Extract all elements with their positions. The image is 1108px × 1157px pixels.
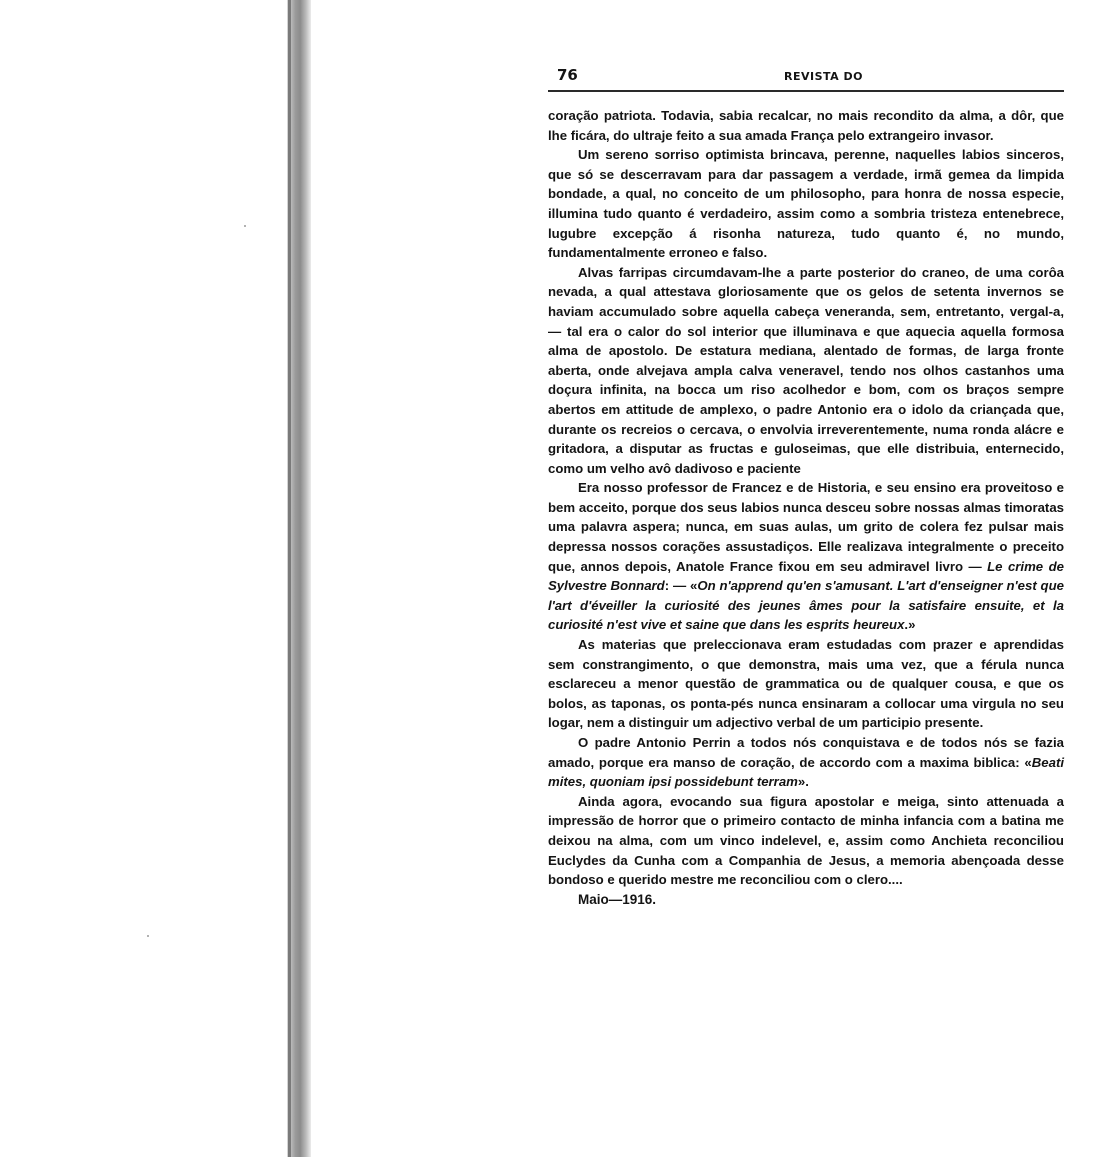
scan-speck <box>147 935 149 937</box>
paragraph-2: Um sereno sorriso optimista brincava, perenne, naquelles labios sinceros, que só se descerravam para dar passagem a verdade, irmã gemea da limpida bondade, a qual, no conceito de um philosopho, para honra de nossa especie, illumina tudo quanto é verdadeiro, assim como a sombria tristeza entenebrece, lugubre excepção á risonha natureza, tudo quanto é, no mundo, fundamentalmente erroneo e falso. <box>548 147 1064 261</box>
french-quotation: On n'apprend qu'en s'amusant. L'art d'enseigner n'est que l'art d'éveiller la curiosité des jeunes âmes pour la satisfaire ensuite, et la curiosité n'est vive et saine que dans les esprits heureux <box>548 578 1064 633</box>
book-title: Le crime de Sylvestre Bonnard <box>548 558 1064 594</box>
latin-quotation: Beati mites, quoniam ipsi possidebunt terram <box>548 754 1064 790</box>
paragraph-1: coração patriota. Todavia, sabia recalcar, no mais recondito da alma, a dôr, que lhe ficára, do ultraje feito a sua amada França pelo extrangeiro invasor. <box>548 108 1064 143</box>
running-head: REVISTA DO <box>784 70 863 83</box>
paragraph-3: Alvas farripas circumdavam-lhe a parte posterior do craneo, de uma corôa nevada, a qual attestava gloriosamente que os gelos de setenta invernos se haviam accumulado sobre aquella cabeça veneranda, sem, entretanto, vergal-a, — tal era o calor do sol interior que illuminava e que aquecia aquella formosa alma de apostolo. De estatura mediana, alentado de formas, de larga fronte aberta, onde alvejava ampla calva veneravel, tendo nos olhos castanhos uma doçura infinita, na bocca um riso acolhedor e bom, com os braços sempre abertos em attitude de amplexo, o padre Antonio era o idolo da criançada que, durante os recreios o cercava, o envolvia irreverentemente, numa ronda alácre e gritadora, a disputar as fructas e guloseimas, que elle distribuia, enternecido, como um velho avô dadivoso e paciente <box>548 264 1064 476</box>
paragraph-7: Ainda agora, evocando sua figura apostolar e meiga, sinto attenuada a impressão de horror que o primeiro contacto de minha infancia com a batina me deixou na alma, com um vinco indelevel, e, assim como Anchieta reconciliou Euclydes da Cunha com a Companhia de Jesus, a memoria abençoada desse bondoso e querido mestre me reconciliou com o clero.... <box>548 793 1064 888</box>
paragraph-4-text: Era nosso professor de Francez e de Historia, e seu ensino era proveitoso e bem acceito, porque dos seus labios nunca desceu sobre nossas almas timoratas uma palavra aspera; nunca, em suas aulas, um grito de colera fez pulsar mais depressa nossos corações assustadiços. Elle realizava integralmente o preceito que, annos depois, Anatole France fixou em seu admiravel livro — <box>548 480 1064 574</box>
article-body <box>548 106 1064 890</box>
paragraph-6-end: ». <box>797 774 809 790</box>
page-number: 76 <box>557 66 578 84</box>
page-header <box>548 62 1064 92</box>
paragraph-4-separator: : — « <box>664 578 698 594</box>
paragraph-6 <box>548 733 1064 792</box>
paragraph-6-text: O padre Antonio Perrin a todos nós conquistava e de todos nós se fazia amado, porque era manso de coração, de accordo com a maxima biblica: « <box>548 735 1064 770</box>
document-page <box>548 62 1064 909</box>
paragraph-4 <box>548 478 1064 635</box>
book-gutter-line <box>288 0 291 1157</box>
paragraph-4-end: .» <box>904 617 916 633</box>
date-signature: Maio—1916. <box>578 891 657 907</box>
scan-speck <box>244 225 246 227</box>
paragraph-5: As materias que preleccionava eram estudadas com prazer e aprendidas sem constrangimento, o que demonstra, mais uma vez, que a férula nunca esclareceu a menor questão de grammatica ou de qualquer cousa, e que os bolos, as taponas, os ponta-pés nunca ensinaram a collocar uma virgula no seu logar, nem a distinguir um adjectivo verbal de um participio presente. <box>548 637 1064 731</box>
